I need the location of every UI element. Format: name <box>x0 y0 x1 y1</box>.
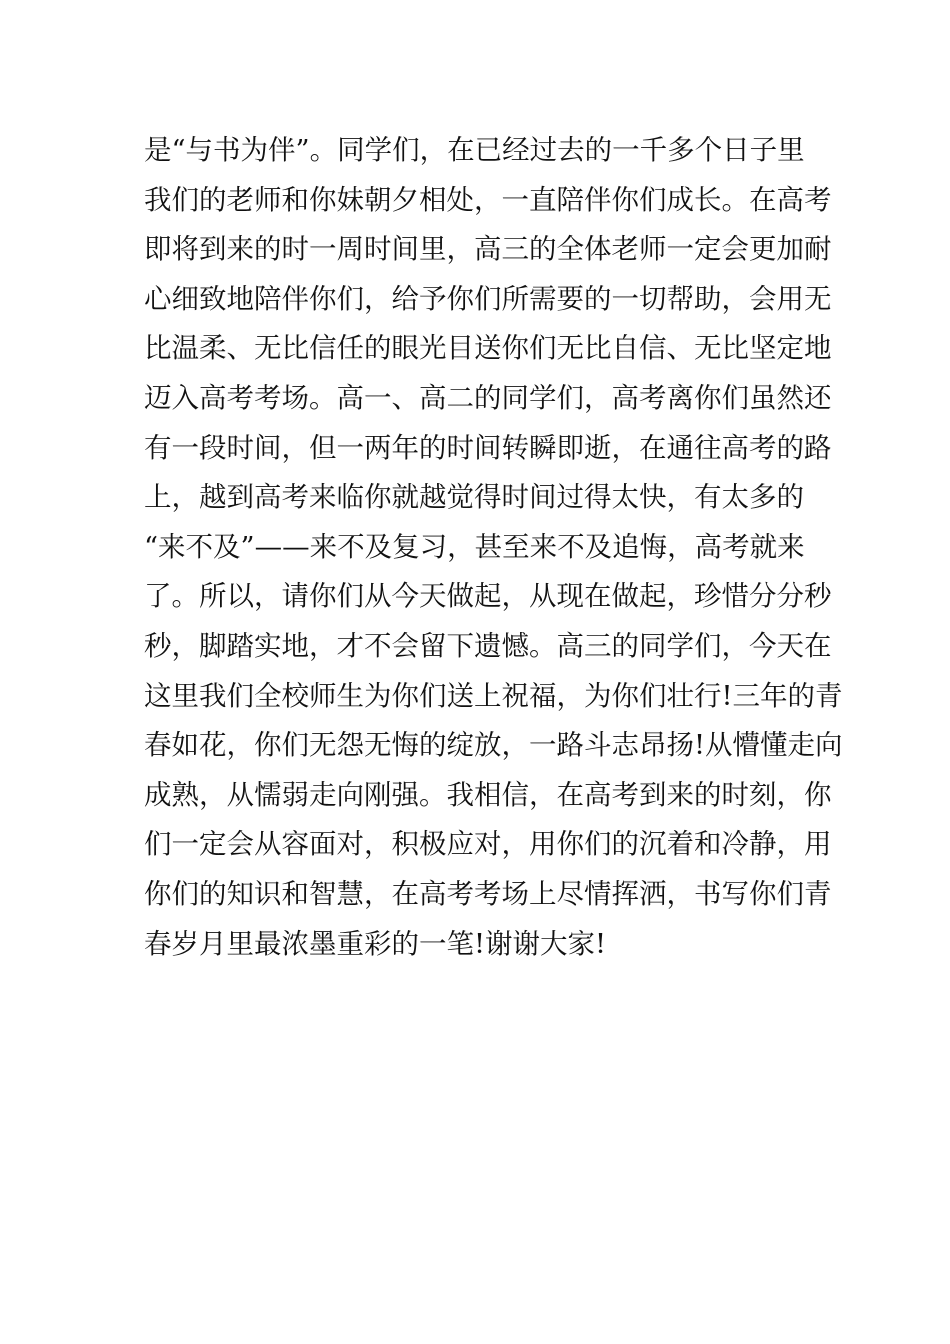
text-line: 心细致地陪伴你们，给予你们所需要的一切帮助，会用无 <box>144 282 832 315</box>
text-line: 了。所以，请你们从今天做起，从现在做起，珍惜分分秒 <box>144 580 832 613</box>
text-line: 迈入高考考场。高一、高二的同学们，高考离你们虽然还 <box>144 381 832 414</box>
text-line: 即将到来的时一周时间里，高三的全体老师一定会更加耐 <box>144 233 832 266</box>
text-line: 你们的知识和智慧，在高考考场上尽情挥洒，书写你们青 <box>144 877 832 910</box>
text-line: 春岁月里最浓墨重彩的一笔!谢谢大家! <box>144 927 607 960</box>
text-line: “来不及”——来不及复习，甚至来不及追悔，高考就来 <box>144 530 805 563</box>
text-line: 成熟，从懦弱走向刚强。我相信，在高考到来的时刻，你 <box>144 778 832 811</box>
text-line: 是“与书为伴”。同学们，在已经过去的一千多个日子里 <box>144 134 805 166</box>
text-line: 我们的老师和你妹朝夕相处，一直陪伴你们成长。在高考 <box>144 183 832 216</box>
text-line: 这里我们全校师生为你们送上祝福，为你们壮行!三年的青 <box>144 679 843 712</box>
text-line: 们一定会从容面对，积极应对，用你们的沉着和冷静，用 <box>144 828 832 861</box>
text-line: 比温柔、无比信任的眼光目送你们无比自信、无比坚定地 <box>144 332 832 365</box>
body-paragraph <box>144 126 843 969</box>
text-line: 上，越到高考来临你就越觉得时间过得太快，有太多的 <box>144 481 804 514</box>
text-line: 有一段时间，但一两年的时间转瞬即逝，在通往高考的路 <box>144 431 832 464</box>
text-line: 春如花，你们无怨无悔的绽放，一路斗志昂扬!从懵懂走向 <box>144 729 843 762</box>
text-line: 秒，脚踏实地，才不会留下遗憾。高三的同学们，今天在 <box>144 629 832 662</box>
